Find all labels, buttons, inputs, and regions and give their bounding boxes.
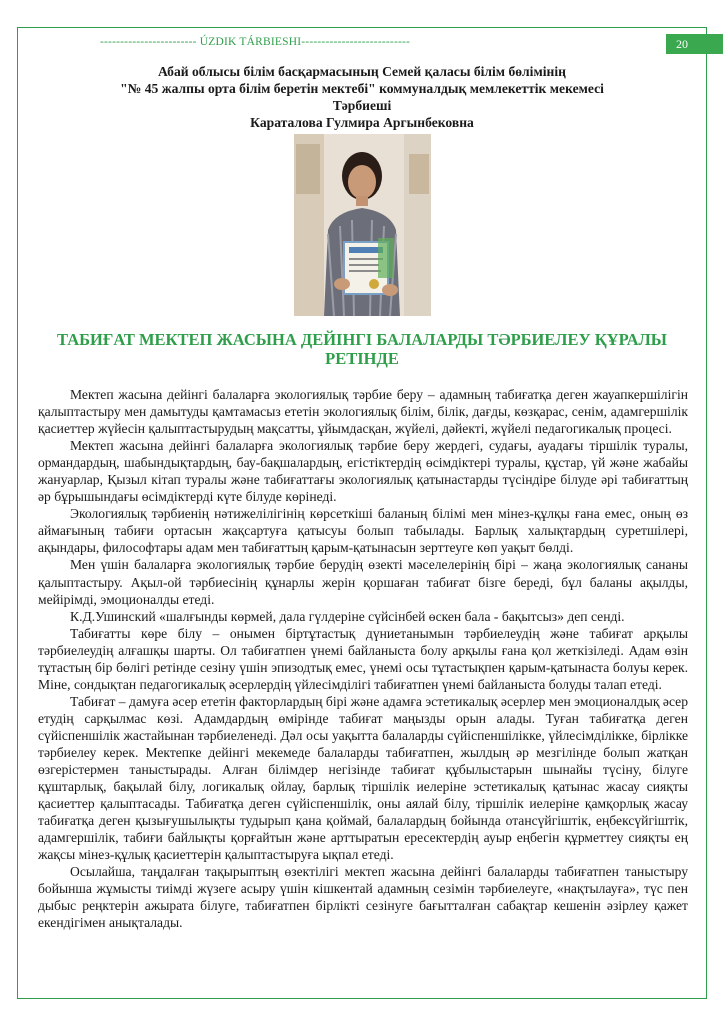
body-paragraph: Мен үшін балаларға экологиялық тәрбие берудің өзекті мәселелерінің бірі – жаңа экологиялық сананы қалыптастыру. Ақыл-ой тәрбиесінің құнарлы жерін қоршаған табиғат бізге береді, бұл баланы ақылды, мейірімді, эмоционалды етеді. (38, 557, 688, 607)
body-paragraph: Мектеп жасына дейінгі балаларға экологиялық тәрбие беру жердегі, судағы, ауадағы тіршілік туралы, ормандардың, шабындықтардың, бау-бақшалардың, егістіктердің өсімдіктері туралы, құстар, үй және жабайы жануарлар, Қызыл кітап туралы және табиғаттағы экологиялық қатынастарды түсіндіре білуде әрі табиғаттың әр бұрышындағы өсімдіктерді күте білуде көрінеді. (38, 438, 688, 505)
header-school-line: "№ 45 жалпы орта білім беретін мектебі" коммуналдық мемлекеттік мекемесі (120, 81, 604, 96)
body-paragraph: Табиғатты көре білу – онымен біртұтастық дүниетанымын тәрбиелеудің және табиғат арқылы тәрбиелеудің алғашқы шарты. Ол табиғатпен үнемі байланыста болу арқылы ғана қол жеткізіледі. Адам өзін тұтастың бір бөлігі ретінде сезіну үшін эпизодтық емес, үнемі осы тұтастықпен қарым-қатынаста болуы керек. Міне, сондықтан педагогикалық әсерлердің үйлесімділігі табиғатпен үнемі байланыста болуды талап етеді. (38, 625, 688, 692)
body-paragraph: Осылайша, таңдалған тақырыптың өзектілігі мектеп жасына дейінгі балаларды табиғатпен таныстыру бойынша жұмысты тиімді жүзеге асыру үшін кішкентай адамның сезімін тәрбиелеуге, «нақтылауға», түс пен дыбыс реңктерін ажырата білуге, табиғатпен бірлікті сезінуге бағытталған сабақтар кешенін әзірлеу қажет екендігімен анықталады. (38, 864, 688, 931)
running-header: ------------------------ ÚZDIK TÁRBIESHI--------------------------- (100, 36, 411, 48)
page-number: 20 (666, 34, 723, 54)
body-paragraph: Мектеп жасына дейінгі балаларға экологиялық тәрбие беру – адамның табиғатқа деген жауапкершілігін қалыптастыру мен дамытуды қамтамасыз ететін экологиялық білім, білік, дағды, көзқарас, сенім, адамгершілік қасиеттер жүйесін қалыптастырудың мақсатты, ұйымдасқан, жүйелі, дәйекті, жүйелі педагогикалық процесі. (38, 387, 688, 437)
article-title: ТАБИҒАТ МЕКТЕП ЖАСЫНА ДЕЙІНГІ БАЛАЛАРДЫ ТӘРБИЕЛЕУ ҚҰРАЛЫ РЕТІНДЕ (57, 330, 667, 368)
body-paragraph: Табиғат – дамуға әсер ететін факторлардың бірі және адамға эстетикалық әсерлер мен эмоционалдық әсер етудің сарқылмас көзі. Адамдардың өмірінде табиғат маңызды орын алады. Туған табиғатқа деген сүйіспеншілік жастайынан тәрбиеленеді. Дәл осы уақытта балаларды сүйіспеншілікке, үйлесімділікке, бірлікке тәрбиелеу керек. Мектепке дейінгі мекемеде балаларды табиғатпен, жылдың әр мезгілінде болып жатқан өзгерістермен таныстырады. Алған білімдер негізінде табиғат құбылыстарын шынайы түсіну, білуге құштарлық, бақылай білу, логикалық ойлау, барлық тіршілік иелеріне эстетикалық қатынас жасау сияқты қасиеттер қалыптасады. Табиғатқа деген сүйіспеншілік, оны аялай білу, тіршілік иелеріне қамқорлық жасау табиғатқа деген қызығушылықты тудырып қана қоймай, балалардың бойында отансүйгіштік, еңбексүйгіштік, адамгершілік, табиғи байлықты қорғайтын және арттыратын ересектердің ауыр еңбегін құрметтеу сияқты ең жақсы мінез-құлық қасиеттерін қалыптастыруға ықпал етеді. (38, 693, 688, 863)
body-paragraph: К.Д.Ушинский «шалғынды көрмей, дала гүлдеріне сүйсінбей өскен бала - бақытсыз» деп сенді. (70, 608, 625, 624)
header-author-name: Караталова Гулмира Аргынбековна (250, 115, 474, 130)
author-photo (294, 134, 431, 316)
author-header (40, 63, 684, 131)
header-position-line: Тәрбиеші (332, 98, 392, 113)
body-paragraph: Экологиялық тәрбиенің нәтижелілігінің көрсеткіші баланың білімі мен мінез-құлқы ғана емес, оның өз аймағының табиғи ортасын жақсартуға қатысуы болып табылады. Барлық халықтардың суретшілері, ақындары, философтары адам мен табиғаттың қарым-қатынасын зерттеуге көп уақыт бөлді. (38, 506, 688, 556)
article-body (38, 386, 688, 932)
header-institution-line: Абай облысы білім басқармасының Семей қаласы білім бөлімінің (158, 64, 566, 79)
